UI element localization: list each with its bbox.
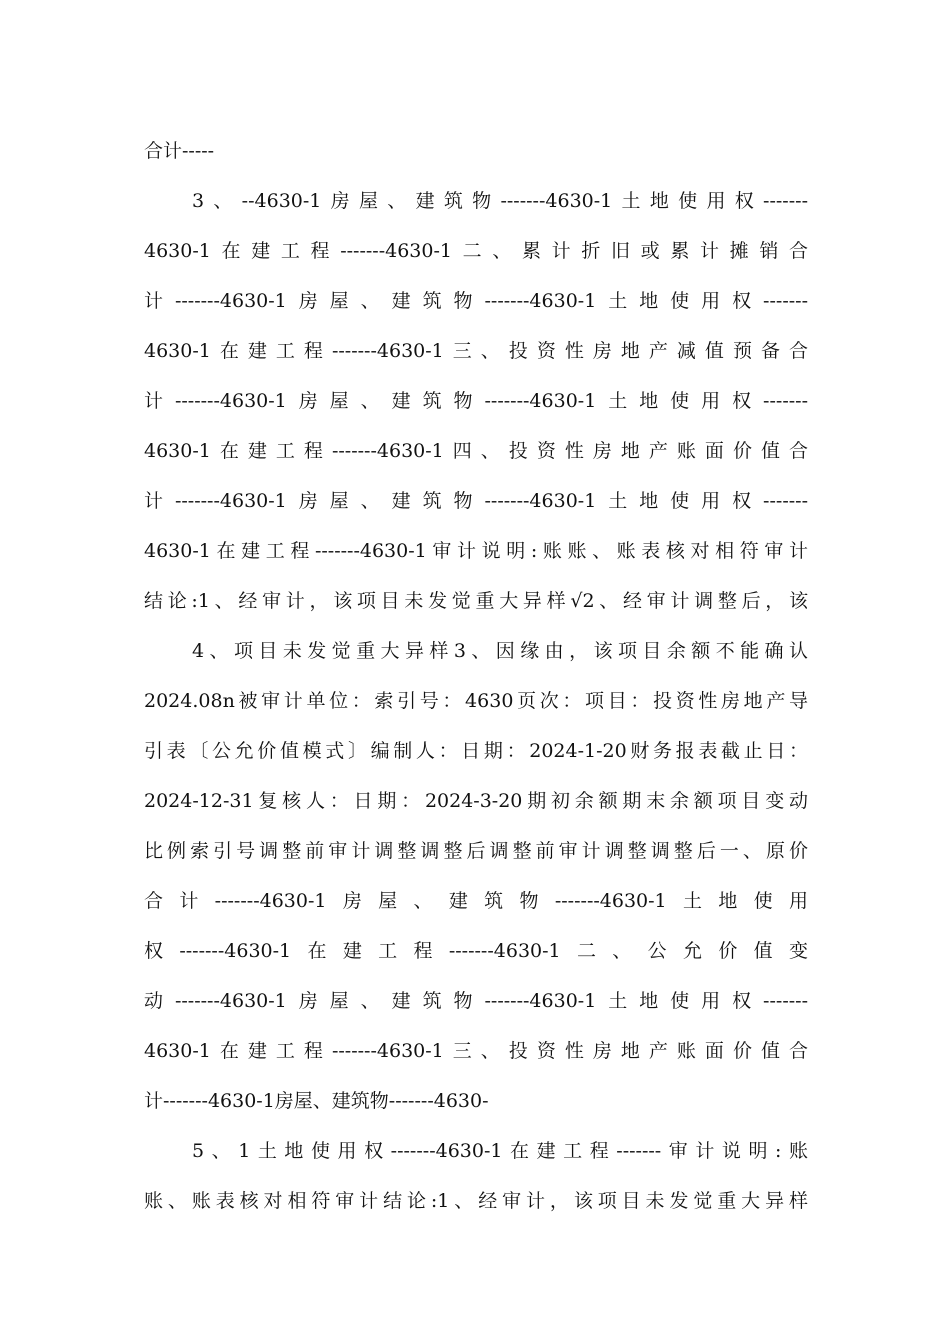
- text-line: 5、1土地使用权-------4630-1在建工程-------审计说明:账: [192, 1140, 808, 1162]
- text-line: 引表〔公允价值模式〕编制人：日期：2024-1-20财务报表截止日：: [144, 740, 808, 762]
- document-body: [144, 126, 808, 1226]
- text-line: 合计-----: [144, 140, 215, 162]
- text-line: 权-------4630-1在建工程-------4630-1二、公允价值变: [144, 940, 808, 962]
- text-line: 4630-1在建工程-------4630-1三、投资性房地产减值预备合: [144, 340, 808, 362]
- text-line: 账、账表核对相符审计结论:1、经审计，该项目未发觉重大异样: [144, 1190, 808, 1212]
- text-line: 2024-12-31复核人：日期：2024-3-20期初余额期末余额项目变动: [144, 790, 808, 812]
- text-line: 4630-1在建工程-------4630-1四、投资性房地产账面价值合: [144, 440, 808, 462]
- text-line: 4630-1在建工程-------4630-1二、累计折旧或累计摊销合: [144, 240, 808, 262]
- text-line: 4、项目未发觉重大异样3、因缘由，该项目余额不能确认: [192, 640, 808, 662]
- text-line: 4630-1在建工程-------4630-1三、投资性房地产账面价值合: [144, 1040, 808, 1062]
- text-line: 计-------4630-1房屋、建筑物-------4630-1土地使用权-------: [144, 490, 808, 512]
- text-line: 结论:1、经审计，该项目未发觉重大异样√2、经审计调整后，该: [144, 590, 808, 612]
- text-line: 3、--4630-1房屋、建筑物-------4630-1土地使用权-------: [192, 190, 808, 212]
- text-line: 合计-------4630-1房屋、建筑物-------4630-1土地使用: [144, 890, 808, 912]
- text-line: 动-------4630-1房屋、建筑物-------4630-1土地使用权-------: [144, 990, 808, 1012]
- text-line: 4630-1在建工程-------4630-1审计说明:账账、账表核对相符审计: [144, 540, 808, 562]
- text-line: 计-------4630-1房屋、建筑物-------4630-1土地使用权-------: [144, 390, 808, 412]
- text-line: 2024.08n被审计单位：索引号：4630页次：项目：投资性房地产导: [144, 690, 808, 712]
- text-line: 计-------4630-1房屋、建筑物-------4630-1土地使用权-------: [144, 290, 808, 312]
- text-line: 计-------4630-1房屋、建筑物-------4630-: [144, 1090, 489, 1112]
- text-line: 比例索引号调整前审计调整调整后调整前审计调整调整后一、原价: [144, 840, 808, 862]
